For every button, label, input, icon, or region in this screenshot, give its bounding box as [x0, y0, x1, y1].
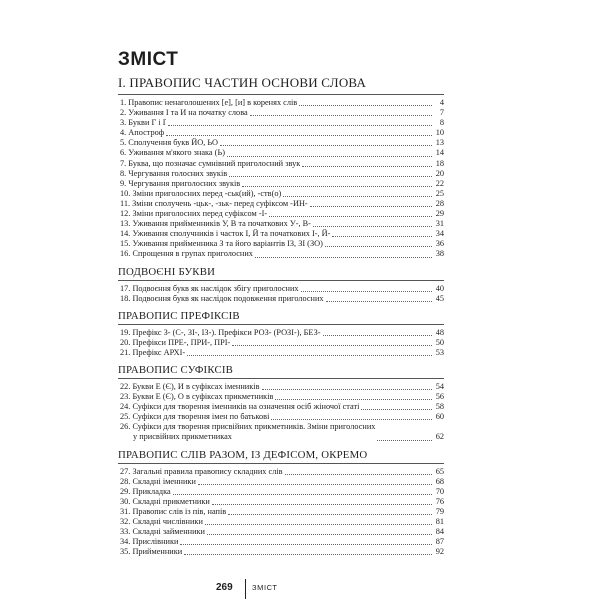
page-title: ЗМІСТ [118, 49, 179, 70]
toc-entry[interactable] [118, 148, 444, 158]
entry-title-line2: у присвійних прикметниках [133, 432, 232, 442]
entry-title: 3. Букви Г і Ґ [120, 118, 167, 128]
book-page [100, 30, 500, 593]
entry-title: 4. Апостроф [120, 128, 165, 138]
entry-title: 16. Спрощення в групах приголосних [120, 249, 253, 259]
entry-page-number: 28 [435, 198, 444, 208]
toc-section [118, 444, 444, 558]
toc-entry[interactable] [118, 338, 444, 348]
page-number: 269 [216, 582, 233, 593]
toc-entry[interactable] [118, 487, 444, 497]
dot-leader [299, 105, 432, 106]
entry-page-number: 36 [435, 239, 444, 249]
dot-leader [198, 484, 432, 485]
entry-page-number: 40 [435, 283, 444, 293]
entry-title: 9. Чергування приголосних звуків [120, 178, 241, 188]
toc-entry[interactable] [118, 199, 444, 209]
entry-page-number: 22 [435, 178, 444, 188]
section-heading: ПРАВОПИС СУФІКСІВ [118, 359, 444, 379]
toc-entry[interactable] [118, 229, 444, 239]
entry-page-number: 7 [439, 108, 444, 118]
page-footer [100, 578, 500, 598]
toc-section [118, 359, 444, 443]
toc-entry[interactable] [118, 179, 444, 189]
dot-leader [313, 226, 432, 227]
entry-title: 21. Префікс АРХІ- [120, 347, 186, 357]
toc-entry[interactable] [118, 159, 444, 169]
dot-leader [269, 216, 432, 217]
entry-title: 5. Сполучення букв ЙО, ЬО [120, 138, 218, 148]
entry-title: 18. Подвоєння букв як наслідок подовження приголосних [120, 293, 324, 303]
entry-title [120, 422, 375, 442]
dot-leader [227, 156, 432, 157]
entry-page-number: 38 [435, 249, 444, 259]
entry-title: 28. Складні іменники [120, 476, 196, 486]
dot-leader [173, 494, 432, 495]
section-heading: ПРАВОПИС СЛІВ РАЗОМ, ІЗ ДЕФІСОМ, ОКРЕМО [118, 444, 444, 464]
toc-entry[interactable] [118, 169, 444, 179]
toc-section [118, 261, 444, 304]
entry-page-number: 79 [435, 506, 444, 516]
section-heading: ПОДВОЄНІ БУКВИ [118, 261, 444, 281]
toc-entry[interactable] [118, 412, 444, 422]
toc-entry[interactable] [118, 328, 444, 338]
entry-page-number: 70 [435, 486, 444, 496]
entry-title: 8. Чергування голосних звуків [120, 168, 228, 178]
dot-leader [361, 409, 432, 410]
toc-entry[interactable] [118, 422, 444, 442]
entry-title: 23. Букви Е (Є), О в суфіксах прикметників [120, 392, 274, 402]
dot-leader [310, 206, 432, 207]
dot-leader [271, 419, 432, 420]
entry-page-number: 20 [435, 168, 444, 178]
section-heading: I. ПРАВОПИС ЧАСТИН ОСНОВИ СЛОВА [118, 71, 444, 95]
dot-leader [229, 176, 432, 177]
dot-leader [220, 145, 432, 146]
toc-entry[interactable] [118, 537, 444, 547]
entry-title: 27. Загальні правила правопису складних слів [120, 466, 283, 476]
toc-entry[interactable] [118, 219, 444, 229]
toc-entry[interactable] [118, 189, 444, 199]
dot-leader [187, 355, 432, 356]
entry-title-line1: 26. Суфікси для творення присвійних прикметників. Зміни приголосних [120, 422, 376, 432]
dot-leader [207, 534, 432, 535]
entry-page-number: 25 [435, 188, 444, 198]
entry-title: 12. Зміни приголосних перед суфіксом -І- [120, 209, 268, 219]
entry-title: 1. Правопис ненаголошених [е], [и] в коренях слів [120, 98, 298, 107]
entry-page-number: 48 [435, 327, 444, 337]
dot-leader [301, 291, 432, 292]
dot-leader [205, 524, 432, 525]
toc-entry[interactable] [118, 98, 444, 108]
entry-title: 7. Буква, що позначає сумнівний приголосний звук [120, 158, 301, 168]
toc-entry[interactable] [118, 239, 444, 249]
toc-entry[interactable] [118, 138, 444, 148]
dot-leader [323, 335, 432, 336]
dot-leader [325, 246, 432, 247]
toc-entry[interactable] [118, 477, 444, 487]
entry-title: 30. Складні прикметники [120, 496, 210, 506]
dot-leader [168, 125, 432, 126]
entry-page-number: 54 [435, 381, 444, 391]
entry-page-number: 65 [435, 466, 444, 476]
entry-title: 17. Подвоєння букв як наслідок збігу приголосних [120, 283, 299, 293]
entry-title: 29. Прикладка [120, 486, 171, 496]
entry-title: 11. Зміни сполучень -цьк-, -зьк- перед суфіксом -ИН- [120, 198, 308, 208]
running-header-label: ЗМІСТ [252, 583, 278, 592]
entry-page-number: 58 [435, 402, 444, 412]
entry-title: 14. Уживання сполучників і часток І, Й та початкових І-, Й- [120, 229, 331, 239]
toc-entry[interactable] [118, 249, 444, 259]
entry-page-number: 56 [435, 392, 444, 402]
toc-entry[interactable] [118, 402, 444, 412]
entry-title: 35. Прийменники [120, 547, 183, 557]
entry-page-number: 92 [435, 547, 444, 557]
entry-title: 13. Уживання прийменників У, В та початкових У-, В- [120, 219, 311, 229]
entry-page-number: 53 [435, 347, 444, 357]
entry-page-number: 4 [439, 98, 444, 107]
entry-title: 34. Прислівники [120, 537, 179, 547]
entry-page-number: 81 [435, 517, 444, 526]
dot-leader [180, 544, 432, 545]
entry-title: 24. Суфікси для творення іменників на означення осіб жіночої статі [120, 402, 360, 412]
dot-leader [377, 440, 432, 441]
footer-divider [245, 579, 246, 599]
entry-page-number: 29 [435, 209, 444, 219]
entry-title: 32. Складні числівники [120, 517, 203, 526]
entry-title: 10. Зміни приголосних перед -ськ(ий), -ств(о) [120, 188, 282, 198]
entry-page-number: 8 [439, 118, 444, 128]
dot-leader [332, 236, 432, 237]
toc-entry[interactable] [118, 108, 444, 118]
dot-leader [326, 301, 432, 302]
entry-page-number: 31 [435, 219, 444, 229]
entry-title: 2. Уживання І та И на початку слова [120, 108, 248, 118]
toc-entry[interactable] [118, 382, 444, 392]
toc-entry[interactable] [118, 128, 444, 138]
entry-title: 31. Правопис слів із пів, напів [120, 506, 227, 516]
dot-leader [232, 345, 432, 346]
dot-leader [302, 166, 432, 167]
toc-entry[interactable] [118, 467, 444, 477]
entry-page-number: 18 [435, 158, 444, 168]
entry-title: 6. Уживання м'якого знака (Ь) [120, 148, 225, 158]
entry-page-number: 13 [435, 138, 444, 148]
dot-leader [275, 399, 432, 400]
dot-leader [250, 115, 432, 116]
entry-page-number: 62 [435, 432, 444, 442]
toc-entry[interactable] [118, 294, 444, 304]
dot-leader [228, 514, 432, 515]
dot-leader [212, 504, 432, 505]
entry-page-number: 76 [435, 496, 444, 506]
entry-page-number: 50 [435, 337, 444, 347]
toc-entry[interactable] [118, 209, 444, 219]
dot-leader [285, 474, 432, 475]
dot-leader [166, 135, 432, 136]
entry-title: 15. Уживання прийменника З та його варіантів ІЗ, ЗІ (ЗО) [120, 239, 323, 249]
toc-entry[interactable] [118, 392, 444, 402]
entry-title: 20. Префікси ПРЕ-, ПРИ-, ПРІ- [120, 337, 231, 347]
toc-entry[interactable] [118, 527, 444, 537]
entry-title: 22. Букви Е (Є), И в суфіксах іменників [120, 381, 260, 391]
dot-leader [242, 186, 432, 187]
toc-section [118, 305, 444, 358]
toc-entry[interactable] [118, 517, 444, 527]
entry-page-number: 10 [435, 128, 444, 138]
entry-page-number: 60 [435, 412, 444, 422]
entry-title: 19. Префікс З- (С-, ЗІ-, ІЗ-). Префікси РОЗ- (РОЗІ-), БЕЗ- [120, 327, 321, 337]
section-heading: ПРАВОПИС ПРЕФІКСІВ [118, 305, 444, 325]
toc-entry[interactable] [118, 348, 444, 358]
toc-entry[interactable] [118, 118, 444, 128]
dot-leader [283, 196, 432, 197]
entry-title: 25. Суфікси для творення імен по батькові [120, 412, 270, 422]
entry-page-number: 87 [435, 537, 444, 547]
entry-page-number: 45 [435, 293, 444, 303]
table-of-contents [118, 70, 444, 557]
toc-section [118, 71, 444, 260]
toc-entry[interactable] [118, 507, 444, 517]
entry-page-number: 84 [435, 527, 444, 537]
dot-leader [255, 257, 432, 258]
dot-leader [262, 389, 433, 390]
toc-entry[interactable] [118, 284, 444, 294]
entry-page-number: 34 [435, 229, 444, 239]
entry-title: 33. Складні займенники [120, 527, 205, 537]
toc-entry[interactable] [118, 497, 444, 507]
dot-leader [184, 554, 432, 555]
toc-entry[interactable] [118, 547, 444, 557]
entry-page-number: 68 [435, 476, 444, 486]
entry-page-number: 14 [435, 148, 444, 158]
